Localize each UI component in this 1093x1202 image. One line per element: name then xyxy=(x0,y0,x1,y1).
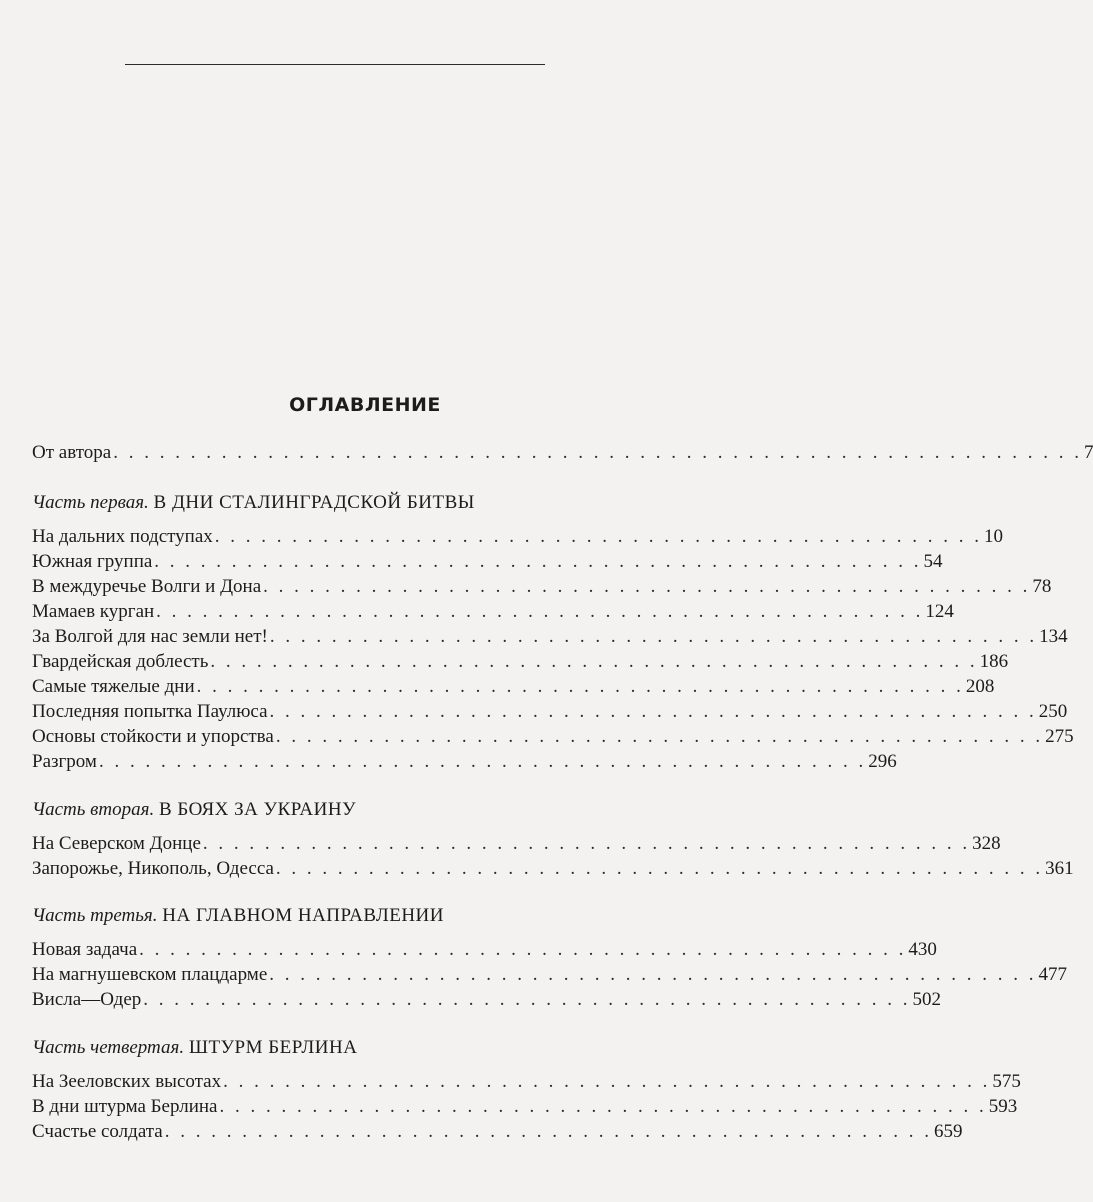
part-heading xyxy=(32,903,652,929)
entry-page: 502 xyxy=(912,989,942,1010)
entry-page: 430 xyxy=(908,939,937,960)
toc-entry xyxy=(32,699,1068,724)
dot-leader: . . . . . . . . . . . . . . . . . . . . . . . . . . . . . . . . . . . . . . . . . . . . . . . . . . xyxy=(219,1096,987,1117)
part-prefix: Часть третья. xyxy=(32,905,158,926)
entry-label: Последняя попытка Паулюса xyxy=(32,701,268,722)
toc-entry xyxy=(32,649,1009,674)
dot-leader: . . . . . . . . . . . . . . . . . . . . . . . . . . . . . . . . . . . . . . . . . . . . . . . . . . xyxy=(263,576,1031,597)
entry-page: 275 xyxy=(1045,726,1074,747)
toc-entry xyxy=(32,937,937,962)
entry-page: 575 xyxy=(992,1071,1021,1092)
entry-label: На Зееловских высотах xyxy=(32,1071,222,1092)
entry-page: 78 xyxy=(1032,576,1052,597)
entry-label: Мамаев курган xyxy=(32,601,155,622)
entry-page: 328 xyxy=(972,833,1001,854)
entry-label: Самые тяжелые дни xyxy=(32,676,195,697)
entry-label: От автора xyxy=(32,442,112,463)
entry-label: Висла—Одер xyxy=(32,989,142,1010)
part-name: В ДНИ СТАЛИНГРАДСКОЙ БИТВЫ xyxy=(153,492,475,513)
part-heading xyxy=(32,490,652,516)
toc-entry xyxy=(32,749,897,774)
entry-page: 208 xyxy=(965,676,995,697)
entry-page: 134 xyxy=(1039,626,1068,647)
entry-page: 593 xyxy=(988,1096,1018,1117)
part-prefix: Часть вторая. xyxy=(32,799,155,820)
part-name: ШТУРМ БЕРЛИНА xyxy=(188,1037,358,1058)
dot-leader: . . . . . . . . . . . . . . . . . . . . . . . . . . . . . . . . . . . . . . . . . . . . . . . . . . xyxy=(196,676,964,697)
entry-page: 124 xyxy=(925,601,954,622)
toc-entry xyxy=(32,856,1074,881)
dot-leader: . . . . . . . . . . . . . . . . . . . . . . . . . . . . . . . . . . . . . . . . . . . . . . . . . . xyxy=(98,751,867,772)
entry-label: В междуречье Волги и Дона xyxy=(32,576,262,597)
toc-entry xyxy=(32,524,1004,549)
toc-entry xyxy=(32,1069,1021,1094)
part-heading xyxy=(32,1035,652,1061)
dot-leader: . . . . . . . . . . . . . . . . . . . . . . . . . . . . . . . . . . . . . . . . . . . . . . . . . . xyxy=(275,858,1044,879)
dot-leader: . . . . . . . . . . . . . . . . . . . . . . . . . . . . . . . . . . . . . . . . . . . . . . . . . . xyxy=(210,651,978,672)
dot-leader: . . . . . . . . . . . . . . . . . . . . . . . . . . . . . . . . . . . . . . . . . . . . . . . . . . xyxy=(269,626,1038,647)
dot-leader: . . . . . . . . . . . . . . . . . . . . . . . . . . . . . . . . . . . . . . . . . . . . . . . . . . xyxy=(214,526,983,547)
entry-label: Счастье солдата xyxy=(32,1121,163,1142)
toc-entry xyxy=(32,1119,963,1144)
entry-label: На магнушевском плацдарме xyxy=(32,964,268,985)
toc-title: ОГЛАВЛЕНИЕ xyxy=(289,394,441,416)
toc-entry xyxy=(32,831,1001,856)
dot-leader: . . . . . . . . . . . . . . . . . . . . . . . . . . . . . . . . . . . . . . . . . . . . . . . . . . xyxy=(154,551,922,572)
dot-leader: . . . . . . . . . . . . . . . . . . . . . . . . . . . . . . . . . . . . . . . . . . . . . . . . . . xyxy=(143,989,911,1010)
toc-entry xyxy=(32,1094,1018,1119)
entry-page: 54 xyxy=(923,551,943,572)
toc-entry xyxy=(32,724,1074,749)
part-heading xyxy=(32,797,652,823)
entry-label: Новая задача xyxy=(32,939,138,960)
toc-entry xyxy=(32,987,942,1012)
toc-entry xyxy=(32,674,995,699)
dot-leader: . . . . . . . . . . . . . . . . . . . . . . . . . . . . . . . . . . . . . . . . . . . . . . . . . . xyxy=(202,833,971,854)
entry-label: На дальних подступах xyxy=(32,526,213,547)
entry-page: 659 xyxy=(934,1121,963,1142)
dot-leader: . . . . . . . . . . . . . . . . . . . . . . . . . . . . . . . . . . . . . . . . . . . . . . . . . . xyxy=(269,701,1037,722)
entry-page: 7 xyxy=(1083,442,1093,463)
entry-label: За Волгой для нас земли нет! xyxy=(32,626,268,647)
entry-label: В дни штурма Берлина xyxy=(32,1096,218,1117)
part-name: В БОЯХ ЗА УКРАИНУ xyxy=(158,799,357,820)
part-prefix: Часть четвертая. xyxy=(32,1037,185,1058)
toc-part xyxy=(32,1035,1021,1144)
dot-leader: . . . . . . . . . . . . . . . . . . . . . . . . . . . . . . . . . . . . . . . . . . . . . . . . . . xyxy=(269,964,1037,985)
toc-part xyxy=(32,903,1067,1012)
entry-label: Запорожье, Никополь, Одесса xyxy=(32,858,274,879)
entry-label: Южная группа xyxy=(32,551,153,572)
entry-page: 10 xyxy=(984,526,1004,547)
toc-part xyxy=(32,797,1074,881)
entry-page: 250 xyxy=(1038,701,1068,722)
toc-entry xyxy=(32,574,1052,599)
toc-entry xyxy=(32,549,943,574)
dot-leader: . . . . . . . . . . . . . . . . . . . . . . . . . . . . . . . . . . . . . . . . . . . . . . . . . . xyxy=(223,1071,991,1092)
entry-page: 361 xyxy=(1045,858,1074,879)
entry-label: Гвардейская доблесть xyxy=(32,651,209,672)
dot-leader: . . . . . . . . . . . . . . . . . . . . . . . . . . . . . . . . . . . . . . . . . . . . . . . . . . xyxy=(164,1121,932,1142)
entry-label: Разгром xyxy=(32,751,97,772)
part-name: НА ГЛАВНОМ НАПРАВЛЕНИИ xyxy=(162,905,444,926)
toc-entry xyxy=(32,962,1067,987)
dot-leader: . . . . . . . . . . . . . . . . . . . . . . . . . . . . . . . . . . . . . . . . . . . . . . . . . . xyxy=(275,726,1044,747)
dot-leader: . . . . . . . . . . . . . . . . . . . . . . . . . . . . . . . . . . . . . . . . . . . . . . . . . . xyxy=(139,939,907,960)
entry-label: На Северском Донце xyxy=(32,833,201,854)
entry-label: Основы стойкости и упорства xyxy=(32,726,274,747)
entry-page: 186 xyxy=(979,651,1009,672)
toc-entry xyxy=(32,624,1068,649)
dot-leader: . . . . . . . . . . . . . . . . . . . . . . . . . . . . . . . . . . . . . . . . . . . . . . . . . . xyxy=(156,601,924,622)
toc-entry xyxy=(32,440,1093,465)
dot-leader: . . . . . . . . . . . . . . . . . . . . . . . . . . . . . . . . . . . . . . . . . . . . . . . . . . . . . . . . . . . . . . . xyxy=(113,442,1082,463)
toc-part xyxy=(32,490,1074,774)
entry-page: 296 xyxy=(868,751,897,772)
toc-entry xyxy=(32,599,954,624)
part-prefix: Часть первая. xyxy=(32,492,149,513)
entry-page: 477 xyxy=(1038,964,1067,985)
top-rule xyxy=(125,64,545,65)
toc-intro xyxy=(32,440,1093,465)
